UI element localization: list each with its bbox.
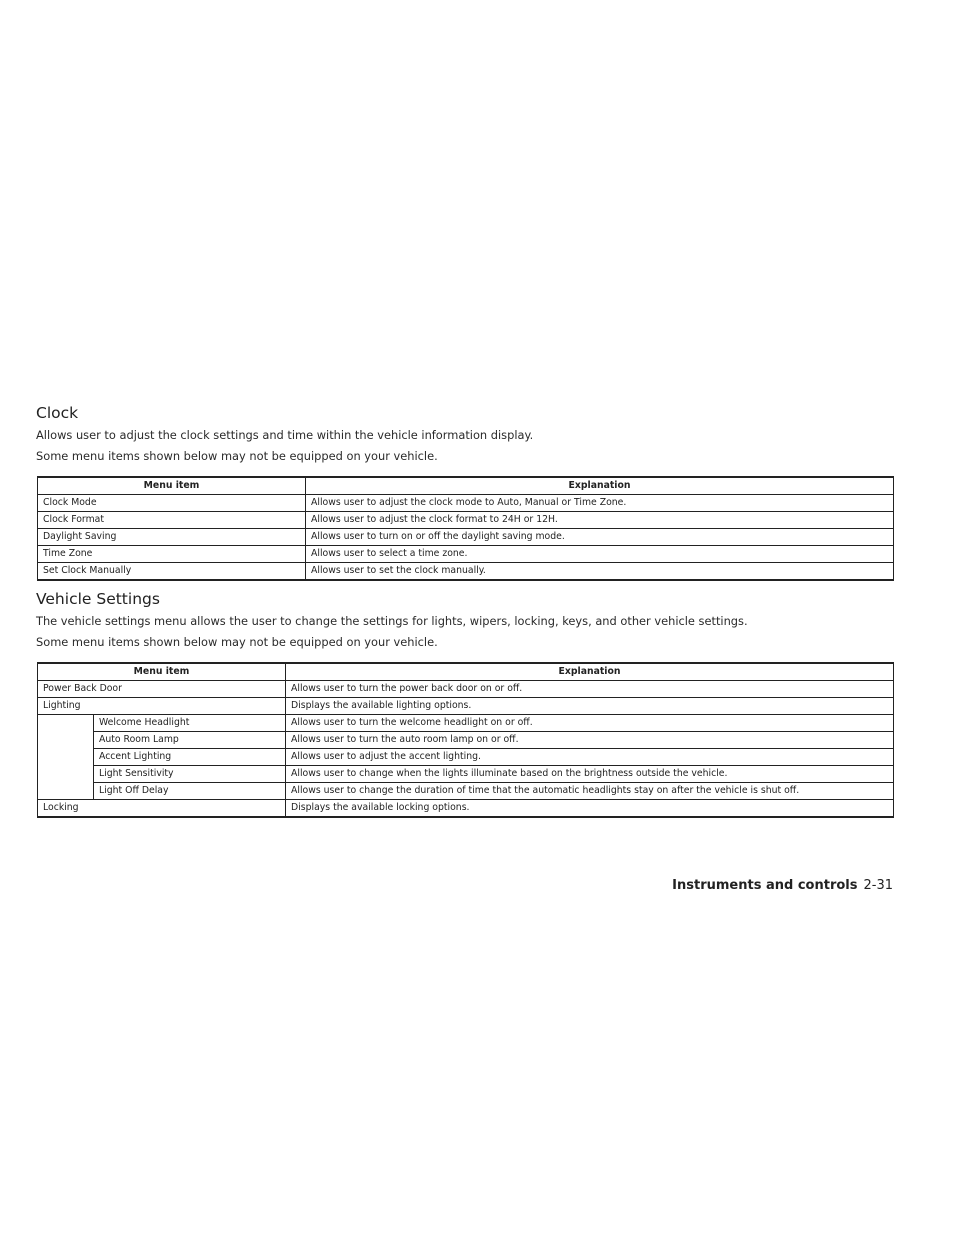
explanation-cell: Allows user to turn the welcome headlight on or off. [286, 715, 894, 732]
page-footer [672, 878, 893, 893]
vehicle-settings-intro: The vehicle settings menu allows the user to change the settings for lights, wipers, locking, keys, and other vehicle settings. [36, 614, 748, 628]
menu-item-cell: Time Zone [38, 546, 306, 563]
menu-item-cell: Daylight Saving [38, 529, 306, 546]
table-row [38, 783, 894, 800]
column-header-menu-item: Menu item [38, 477, 306, 495]
explanation-cell: Displays the available locking options. [286, 800, 894, 818]
submenu-item-cell: Accent Lighting [94, 749, 286, 766]
table-row [38, 732, 894, 749]
menu-item-cell: Lighting [38, 698, 286, 715]
chapter-title: Instruments and controls [672, 878, 858, 893]
table-row [38, 512, 894, 529]
explanation-cell: Allows user to adjust the clock format to 24H or 12H. [306, 512, 894, 529]
table-row [38, 715, 894, 732]
menu-item-cell: Clock Format [38, 512, 306, 529]
table-row [38, 495, 894, 512]
menu-item-cell: Power Back Door [38, 681, 286, 698]
vehicle-settings-menu-table [37, 662, 894, 818]
explanation-cell: Allows user to adjust the accent lighting. [286, 749, 894, 766]
submenu-item-cell: Welcome Headlight [94, 715, 286, 732]
table-header-row [38, 663, 894, 681]
clock-heading: Clock [36, 404, 79, 422]
menu-item-cell: Clock Mode [38, 495, 306, 512]
page-number: 2-31 [863, 878, 893, 893]
table-row [38, 800, 894, 818]
explanation-cell: Allows user to turn the auto room lamp on or off. [286, 732, 894, 749]
explanation-cell: Displays the available lighting options. [286, 698, 894, 715]
submenu-item-cell: Light Off Delay [94, 783, 286, 800]
explanation-cell: Allows user to select a time zone. [306, 546, 894, 563]
explanation-cell: Allows user to change when the lights illuminate based on the brightness outside the vehicle. [286, 766, 894, 783]
explanation-cell: Allows user to turn the power back door on or off. [286, 681, 894, 698]
clock-menu-table [37, 476, 894, 581]
vehicle-settings-heading: Vehicle Settings [36, 590, 160, 608]
table-row [38, 681, 894, 698]
explanation-cell: Allows user to adjust the clock mode to Auto, Manual or Time Zone. [306, 495, 894, 512]
explanation-cell: Allows user to turn on or off the daylight saving mode. [306, 529, 894, 546]
clock-note: Some menu items shown below may not be equipped on your vehicle. [36, 449, 438, 463]
indent-cell [38, 715, 94, 800]
table-header-row [38, 477, 894, 495]
table-row [38, 698, 894, 715]
table-row [38, 766, 894, 783]
explanation-cell: Allows user to set the clock manually. [306, 563, 894, 581]
explanation-cell: Allows user to change the duration of time that the automatic headlights stay on after the vehicle is shut off. [286, 783, 894, 800]
table-row [38, 749, 894, 766]
menu-item-cell: Set Clock Manually [38, 563, 306, 581]
clock-intro: Allows user to adjust the clock settings and time within the vehicle information display. [36, 428, 534, 442]
column-header-explanation: Explanation [286, 663, 894, 681]
vehicle-settings-note: Some menu items shown below may not be equipped on your vehicle. [36, 635, 438, 649]
table-row [38, 563, 894, 581]
column-header-explanation: Explanation [306, 477, 894, 495]
submenu-item-cell: Light Sensitivity [94, 766, 286, 783]
column-header-menu-item: Menu item [38, 663, 286, 681]
table-row [38, 529, 894, 546]
table-row [38, 546, 894, 563]
menu-item-cell: Locking [38, 800, 286, 818]
submenu-item-cell: Auto Room Lamp [94, 732, 286, 749]
